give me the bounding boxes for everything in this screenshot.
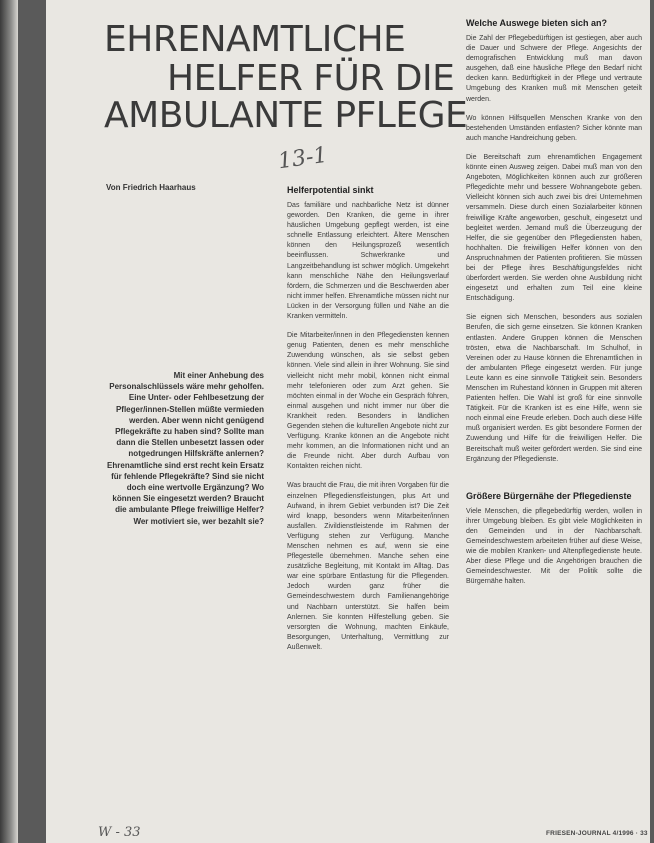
article-column-1	[287, 185, 449, 662]
handwritten-note: 13-1	[276, 142, 329, 175]
column-1-paragraph: Das familiäre und nachbarliche Netz ist dünner geworden. Den Kranken, die gerne in ihrer häuslichen Umgebung gepflegt werden, ist eine schnelle Entlassung erleichtert. Ältere Menschen können den Heilungsprozeß wesentlich beeinflussen. Schwerkranke und Langzeitbehandlung ist schwer möglich. Umgekehrt kann menschliche Nähe den Heilungsverlauf fördern, die Schmerzen und die Beschwerden aber nicht immer helfen. Ehrenamtliche müssen nicht nur Lücken in der Versorgung füllen und Nähe an die Kranken vermitteln.	[287, 202, 449, 321]
column-2-paragraph: Viele Menschen, die pflegebedürftig werden, wollen in ihrer Umgebung bleiben. Es gibt viele Möglichkeiten in den Gemeinden und in der Nachbarschaft. Gemeindeschwestern arbeiteten früher auf diese Weise, wie die mobilen Kranken- und Altenpflegedienste heute. Aber diese Pflege und die Angehörigen brauchen die Gemeindeschwester. Mit der Politik sollte die Bürgernähe halten.	[466, 507, 642, 586]
handwritten-page-number: W - 33	[98, 825, 141, 840]
column-2-subheading: Größere Bürgernähe der Pflegedienste	[466, 490, 632, 501]
column-2-paragraph: Die Bereitschaft zum ehrenamtlichen Engagement könnte einen Ausweg zeigen. Dabei muß man von den Angeboten, Möglichkeiten können auch zur größeren Pflegedichte mehr und bessere Wohnangebote geben. Vielleicht können sich auch zwei bis drei Unternehmen versammeln. Diese durch einen Sozialarbeiter können freiwillige Kräfte angeworben, geschult, eingesetzt und begleitet werden. Jemand muß die Überzeugung der Helfer, die sie gegenüber den Pflegediensten haben, hochhalten. Die freiwilligen Helfer können von den Anspruchnahmen der Patienten profitieren. Sie müssen bei der Pflege ihres Beschäftigungsfeldes nicht überfordert werden. Sie werden ohne Ausbildung nicht eingesetzt und erhalten zum Teil eine kleine Entschädigung.	[466, 153, 642, 303]
magazine-page	[46, 0, 650, 843]
title-line-2: HELFER FÜR DIE	[167, 58, 455, 99]
column-1-paragraph: Was braucht die Frau, die mit ihren Vorgaben für die einzelnen Pflegedienstleistungen, plus Art und Aufwand, in ihrem Gebiet verbunden ist? Die Zeit wird knapp, besonders wenn Mitarbeiter/innen ausfallen. Zivildienstleistende im Rahmen der Verfügung stehen zur Verfügung. Manche Menschen nehmen es auf, wenn sie eine Pflegestelle übernehmen. Manche sehen eine zusätzliche Begleitung, mit Kontakt im Alltag. Das war eine spürbare Entlastung für die Pflegenden. Jedoch wurden ganz früher die Gemeindeschwestern durch Familienangehörige und Nachbarn unterstützt. Sie halfen beim Anlernen. Sie konnten Hilfestellung geben. Sie versorgten die Wohnung, machten Einkäufe, Besorgungen, Unterhaltung, Vermittlung zur Außenwelt.	[287, 482, 449, 651]
title-line-3: AMBULANTE PFLEGE	[104, 95, 468, 136]
column-2-paragraph: Die Zahl der Pflegebedürftigen ist gestiegen, aber auch die Dauer und Schwere der Pflege. Angesichts der demografischen Entwicklung muß man davon ausgehen, daß eine häusliche Pflege den Bedarf nicht decken kann. Bedürftigkeit in der Pflege und vertraute Umgebung des Kranken muß mit Menschen geteilt werden.	[466, 35, 642, 103]
column-2-paragraph: Wo können Hilfsquellen Menschen Kranke von den bestehenden Umständen entlasten? Sicher könnte man auch manche Handreichung geben.	[466, 114, 642, 142]
lead-paragraph: Mit einer Anhebung des Personalschlüssels wäre mehr geholfen. Eine Unter- oder Fehlbesetzung der Pfleger/innen-Stellen müßte vermieden werden. Aber wenn nicht genügend Pflegekräfte zu haben sind? Sollte man dann die Stellen unbesetzt lassen oder notgedrungen Hilfskräfte anlernen? Ehrenamtliche sind erst recht kein Ersatz für fehlende Pflegekräfte? Sind sie nicht doch eine wertvolle Ergänzung? Wo können Sie eingesetzt werden? Braucht die ambulante Pflege freiwillige Helfer? Wer motiviert sie, wer bezahlt sie?	[107, 371, 264, 526]
book-spine-shadow	[0, 0, 18, 843]
author-byline: Von Friedrich Haarhaus	[106, 183, 196, 192]
title-line-1: EHRENAMTLICHE	[104, 19, 406, 60]
column-2-heading: Welche Auswege bieten sich an?	[466, 18, 608, 28]
column-1-paragraph: Die Mitarbeiter/innen in den Pflegediensten kennen genug Patienten, denen es mehr menschliche Zuwendung wünschen, als sie selbst geben können. Viele sind allein in ihrer Wohnung. Sie sind vielleicht nicht mehr mobil, können nicht einmal mehr telefonieren oder zum Arzt gehen. Sie möchten einmal in der Woche ein Gespräch führen, einmal ausgehen und nicht immer nur über die Krankheit reden. Besonders in ländlichen Gegenden stehen die kulturellen Angebote nicht zur Verfügung. Kranke können an die Angebote nicht mehr kommen, an die Informationen nicht und an die Freunde nicht. Aber durch Aufbau von Kontakten reichen nicht.	[287, 332, 449, 471]
column-2-paragraph: Sie eignen sich Menschen, besonders aus sozialen Berufen, die sich gerne einsetzen. Sie können Kranken entlasten. Andere Gruppen können die Menschen trösten, etwa die Nachbarschaft. Im Schulhof, in Vereinen oder zu Hause können die Ehrenamtlichen in der ambulanten Pflege eingesetzt werden. Für junge Leute kann es eine sinnvolle Tätigkeit sein. Besonders Menschen im Ruhestand können in Gruppen mit älteren Patienten helfen. Die Wahl ist groß für eine sinnvolle Tätigkeit. Für die Kranken ist es eine Hilfe, wenn sie noch einmal eine Freude erleben. Doch auch diese Hilfe muß organisiert werden. Es gibt besondere Formen der Zuwendung und Hilfe für die freiwilligen Helfer. Die Bereitschaft muß weiter gefördert werden. Sie sind eine Ergänzung der Pflegedienste.	[466, 314, 642, 463]
article-column-2	[466, 18, 642, 597]
page-footer: FRIESEN-JOURNAL 4/1996 · 33	[546, 830, 648, 837]
column-1-heading: Helferpotential sinkt	[287, 185, 374, 195]
